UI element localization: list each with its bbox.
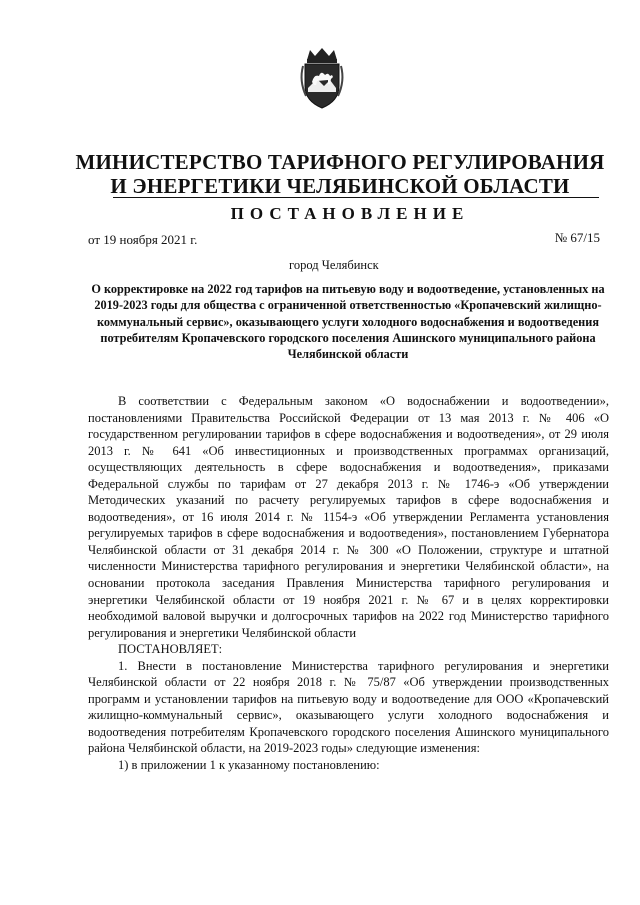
resolves-heading: ПОСТАНОВЛЯЕТ: — [118, 642, 223, 657]
preamble-paragraph: В соответствии с Федеральным законом «О водоснабжении и водоотведении», постановлениями Правительства Российской Федерации от 13 мая 2013 г. № 406 «О государственном регулировании тарифов в сфере водоснабжения и водоотведения», от 29 июля 2013 г. № 641 «Об инвестиционных и производственных программах организаций, осуществляющих деятельность в сфере водоснабжения и водоотведения», приказами Федеральной службы по тарифам от 27 декабря 2013 г. № 1746-э «Об утверждении Методических указаний по расчету регулируемых тарифов в сфере водоснабжения и водоотведения», от 16 июля 2014 г. № 1154-э «Об утверждении Регламента установления регулируемых тарифов в сфере водоснабжения и водоотведения», постановлением Губернатора Челябинской области от 31 декабря 2014 г. № 300 «О Положении, структуре и штатной численности Министерства тарифного регулирования и энергетики Челябинской области», на основании протокола заседания Правления Министерства тарифного регулирования и энергетики Челябинской области от 19 ноября 2021 г. № 67 и в целях корректировки необходимой валовой выручки и долгосрочных тарифов на 2022 год Министерство тарифного регулирования и энергетики Челябинской области — [88, 394, 609, 640]
document-city: город Челябинск — [289, 258, 379, 272]
document-type-heading: ПОСТАНОВЛЕНИЕ — [230, 204, 470, 223]
item-1-paragraph: 1. Внести в постановление Министерства тарифного регулирования и энергетики Челябинской области от 22 ноября 2018 г. № 75/87 «Об утверждении производственных программ и установлении тарифов на питьевую воду и водоотведение для ООО «Кропачевский жилищно-коммунальный сервис», оказывающего услуги холодного водоснабжения и водоотведения потребителям Кропачевского городского поселения Ашинского муниципального района Челябинской области, на 2019-2023 годы» следующие изменения: — [88, 658, 609, 756]
document-body — [88, 393, 609, 774]
ministry-name-line2: И ЭНЕРГЕТИКИ ЧЕЛЯБИНСКОЙ ОБЛАСТИ — [110, 174, 570, 198]
document-date: от 19 ноября 2021 г. — [88, 232, 198, 247]
document-number: № 67/15 — [554, 230, 600, 245]
document-title: О корректировке на 2022 год тарифов на питьевую воду и водоотведение, установленных на 2019-2023 годы для общества с ограниченной ответственностью «Кропачевский жилищно-коммунальный сервис», оказывающего услуги холодного водоснабжения и водоотведения потребителям Кропачевского городского поселения Ашинского муниципального района Челябинской области — [91, 282, 605, 362]
header-divider — [113, 197, 599, 198]
coat-of-arms-icon — [297, 46, 347, 110]
item-1-subitem-1: 1) в приложении 1 к указанному постановлению: — [118, 758, 380, 773]
coat-of-arms-graphic — [297, 46, 347, 110]
ministry-name-line1: МИНИСТЕРСТВО ТАРИФНОГО РЕГУЛИРОВАНИЯ — [75, 150, 605, 174]
